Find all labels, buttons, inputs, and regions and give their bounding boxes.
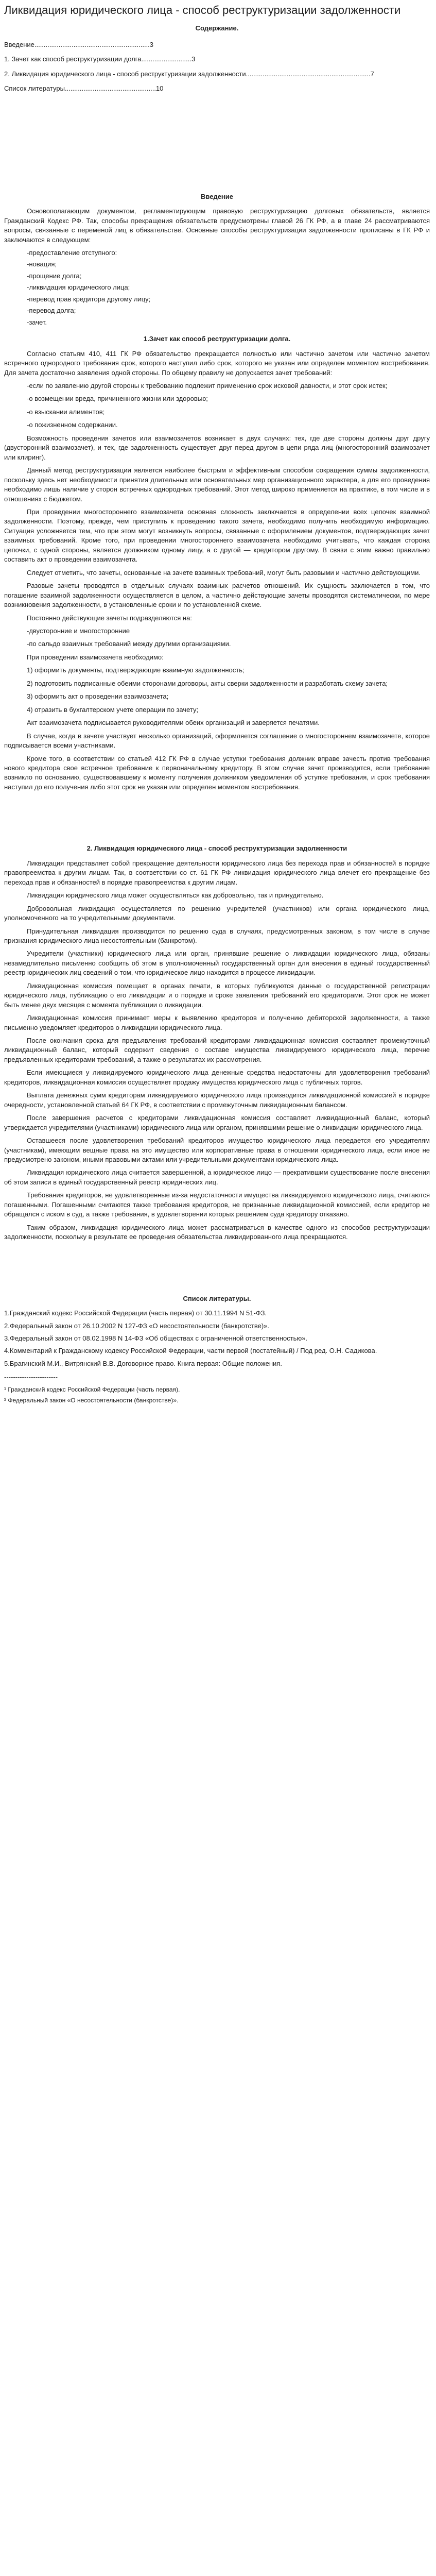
paragraph: При проведении взаимозачета необходимо:: [27, 653, 164, 661]
paragraph: Ликвидация юридического лица может осуществляться как добровольно, так и принудительно.: [27, 891, 324, 900]
reference-item: 3.Федеральный закон от 08.02.1998 N 14-ФЗ «Об обществах с ограниченной ответственностью».: [4, 1334, 308, 1342]
list-item: -прощение долга;: [27, 272, 82, 280]
paragraph: 3) оформить акт о проведении взаимозачета;: [27, 692, 169, 701]
paragraph: -если по заявлению другой стороны к требованию подлежит применению срок исковой давности, и этот срок истек;: [27, 382, 388, 390]
paragraph: -о взыскании алиментов;: [27, 408, 105, 416]
reference-item: 2.Федеральный закон от 26.10.2002 N 127-ФЗ «О несостоятельности (банкротстве)».: [4, 1321, 269, 1330]
paragraph: В случае, когда в зачете участвует несколько организаций, оформляется соглашение о многостороннем взаимозачете, которое подписывается всеми участниками.: [4, 732, 430, 750]
paragraph: Ликвидационная комиссия помещает в органах печати, в которых публикуются данные о государственной регистрации юридического лица, публикацию о его ликвидации и о порядке и сроке заявления требований его кредиторами. Этот срок не может быть менее двух месяцев с момента публикации о ликвидации.: [4, 981, 430, 1009]
references-heading: Список литературы.: [183, 1294, 251, 1302]
paragraph: Следует отметить, что зачеты, основанные на зачете взаимных требований, могут быть разовыми и частично действующими.: [27, 568, 421, 577]
paragraph: Требования кредиторов, не удовлетворенные из-за недостаточности имущества ликвидируемого юридического лица, считаются погашенными. Погашенными считаются также требования кредиторов, не признанные ликвидационной комиссией, если кредитор не обращался с иском в суд, а также требования, в удовлетворении которых решением суда кредитору отказано.: [4, 1191, 430, 1218]
list-item: -перевод долга;: [27, 307, 76, 315]
paragraph: Кроме того, в соответствии со статьей 412 ГК РФ в случае уступки требования должник вправе зачесть против требования нового кредитора свое встречное требование к первоначальному кредитору. В этом случае зачет производится, если требование возникло по основанию, существовавшему к моменту получения должником уведомления об уступке требования, и срок требования наступил до его получения либо этот срок не указан или определен моментом востребования.: [4, 754, 430, 791]
reference-item: 5.Брагинский М.И., Витрянский В.В. Договорное право. Книга первая: Общие положения.: [4, 1359, 282, 1367]
footnote: ² Федеральный закон «О несостоятельности (банкротстве)».: [4, 1396, 179, 1404]
paragraph: -двусторонние и многосторонние: [27, 626, 130, 635]
paragraph: При проведении многостороннего взаимозачета основная сложность заключается в определении всех цепочек взаимной задолженности. Поэтому, прежде, чем приступить к проведению такого зачета, необходимо получить необходимую информацию. Ситуация усложняется тем, что при этом могут возникнуть вопросы, связанные с оформлением документов, подтверждающих зачет взаимных требований. Кроме того, при проведении многостороннего взаимозачета необходимо учитывать, что каждая сторона цепочки, с одной стороны, является должником одному лицу, а с другой — кредитором другому. В связи с этим важно правильно составить акт о проведении взаимозачета.: [4, 508, 430, 564]
document-title: Ликвидация юридического лица - способ реструктуризации задолженности: [4, 4, 401, 16]
paragraph: -о пожизненном содержании.: [27, 421, 118, 429]
paragraph: Разовые зачеты проводятся в отдельных случаях взаимных расчетов отношений. Их сущность заключается в том, что погашение взаимной задолженности осуществляется в целом, а частично действующие зачеты проводятся систематически, по мере возникновения задолженности, в установленные сроки и по установленной схеме.: [4, 582, 430, 609]
paragraph: Данный метод реструктуризации является наиболее быстрым и эффективным способом сокращения суммы задолженности, поскольку здесь нет необходимости принятия длительных или основательных мер организационного характера, а для его проведения необходимо лишь наличие у сторон встречных однородных требований. Этот метод широко применяется на практике, в том числе и в отношениях с бюджетом.: [4, 466, 430, 503]
paragraph: Основополагающим документом, регламентирующим правовую реструктуризацию долговых обязательств, является Гражданский Кодекс РФ. Так, способы прекращения обязательств предусмотрены главой 26 ГК РФ, а в главе 24 рассматриваются вопросы, связанные с переменой лиц в обязательстве. Основные способы реструктуризации задолженности прописаны в ГК РФ и заключаются в следующем:: [4, 207, 430, 244]
intro-section: [4, 207, 430, 327]
paragraph: Согласно статьям 410, 411 ГК РФ обязательство прекращается полностью или частично зачетом или частично зачетом встречного однородного требования срок, которого наступил либо срок, которого не указан или определен моментом востребования. Для зачета достаточно заявления одной стороны. По общему правилу не допускается зачет требований:: [4, 349, 430, 377]
section1-heading: 1.Зачет как способ реструктуризации долга.: [143, 335, 291, 343]
paragraph: 4) отразить в бухгалтерском учете операции по зачету;: [27, 705, 199, 714]
toc-row: Введение..............................................................3: [4, 40, 154, 48]
paragraph: Возможность проведения зачетов или взаимозачетов возникает в двух случаях: тех, где две стороны должны друг другу (двусторонний взаимозачет), и тех, где задолженность существует друг перед другом в цепи ряда лиц (многосторонний взаимозачет или клиринг).: [4, 434, 430, 461]
references-list: [4, 1309, 430, 1368]
toc-row: Список литературы.................................................10: [4, 84, 164, 93]
paragraph: Оставшееся после удовлетворения требований кредиторов имущество юридического лица передается его учредителям (участникам), имеющим вещные права на это имущество или корпоративные права в отношении юридического лица, если иное не предусмотрено законом, иными правовыми актами или учредительными документами юридического лица.: [4, 1137, 430, 1164]
section1-body: [4, 349, 430, 792]
paragraph: Принудительная ликвидация производится по решению суда в случаях, предусмотренных законом, в том числе в случае признания юридического лица несостоятельным (банкротом).: [4, 927, 430, 944]
list-item: -предоставление отступного:: [27, 249, 117, 257]
paragraph: Учредители (участники) юридического лица или орган, принявшие решение о ликвидации юридического лица, обязаны незамедлительно письменно сообщить об этом в уполномоченный государственный орган для внесения в единый государственный реестр юридических лиц сведений о том, что юридическое лицо находится в процессе ликвидации.: [4, 950, 430, 977]
table-of-contents: [4, 40, 430, 94]
toc-row: 2. Ликвидация юридического лица - способ реструктуризации задолженности...................................................................7: [4, 70, 374, 78]
intro-heading: Введение: [201, 192, 233, 200]
paragraph: Постоянно действующие зачеты подразделяются на:: [27, 614, 192, 622]
paragraph: Если имеющиеся у ликвидируемого юридического лица денежные средства недостаточны для удовлетворения требований кредиторов, ликвидационная комиссия осуществляет продажу имущества юридического лица с публичных торгов.: [4, 1069, 430, 1086]
paragraph: Ликвидация представляет собой прекращение деятельности юридического лица без перехода прав и обязанностей в порядке правопреемства к другим лицам. Так, в соответствии со ст. 61 ГК РФ ликвидация юридического лица влечет его прекращение без перехода прав и обязанностей в порядке правопреемства к другим лицам.: [4, 859, 430, 886]
list-item: -зачет.: [27, 318, 47, 326]
section2-body: [4, 859, 430, 1242]
list-item: -перевод прав кредитора другому лицу;: [27, 295, 151, 303]
section2-heading: 2. Ликвидация юридического лица - способ реструктуризации задолженности: [86, 844, 347, 853]
paragraph: 1) оформить документы, подтверждающие взаимную задолженность;: [27, 666, 245, 674]
paragraph: -по сальдо взаимных требований между другими организациями.: [27, 640, 231, 648]
paragraph: После окончания срока для предъявления требований кредиторами ликвидационная комиссия составляет промежуточный ликвидационный баланс, который содержит сведения о составе имущества ликвидируемого юридического лица, перечне предъявленных кредиторами требований, а также о результатах их рассмотрения.: [4, 1037, 430, 1063]
paragraph: Ликвидация юридического лица считается завершенной, а юридическое лицо — прекратившим существование после внесения об этом записи в единый государственный реестр юридических лиц.: [4, 1168, 430, 1186]
footnote-separator: ------------------------: [4, 1373, 58, 1381]
toc-row: 1. Зачет как способ реструктуризации долга...........................3: [4, 55, 196, 63]
paragraph: Выплата денежных сумм кредиторам ликвидируемого юридического лица производится ликвидационной комиссией в порядке очередности, установленной статьей 64 ГК РФ, в соответствии с промежуточным ликвидационным балансом.: [4, 1091, 430, 1109]
paragraph: Ликвидационная комиссия принимает меры к выявлению кредиторов и получению дебиторской задолженности, а также письменно уведомляет кредиторов о ликвидации юридического лица.: [4, 1014, 430, 1031]
footnotes: [4, 1385, 430, 1405]
paragraph: Таким образом, ликвидация юридического лица может рассматриваться в качестве одного из способов реструктуризации задолженности, поскольку в результате ее проведения обязательства ликвидированного лица прекращаются.: [4, 1223, 430, 1241]
toc-heading: Содержание.: [195, 24, 239, 32]
list-item: -ликвидация юридического лица;: [27, 283, 130, 292]
reference-item: 1.Гражданский кодекс Российской Федерации (часть первая) от 30.11.1994 N 51-ФЗ.: [4, 1309, 267, 1317]
paragraph: Акт взаимозачета подписывается руководителями обеих организаций и заверяется печатями.: [27, 719, 320, 727]
paragraph: Добровольная ликвидация осуществляется по решению учредителей (участников) или органа юридического лица, уполномоченного на то учредительными документами.: [4, 904, 430, 922]
footnote: ¹ Гражданский кодекс Российской Федерации (часть первая).: [4, 1385, 180, 1393]
reference-item: 4.Комментарий к Гражданскому кодексу Российской Федерации, части первой (постатейный) / Под ред. О.Н. Садикова.: [4, 1347, 377, 1355]
list-item: -новация;: [27, 260, 57, 268]
paragraph: 2) подготовить подписанные обеими сторонами договоры, акты сверки задолженности и разработать схему зачета;: [27, 679, 388, 687]
paragraph: -о возмещении вреда, причиненного жизни или здоровью;: [27, 395, 208, 403]
paragraph: После завершения расчетов с кредиторами ликвидационная комиссия составляет ликвидационный баланс, который утверждается учредителями (участниками) юридического лица или органом, принявшими решение о ликвидации юридического лица.: [4, 1114, 430, 1131]
